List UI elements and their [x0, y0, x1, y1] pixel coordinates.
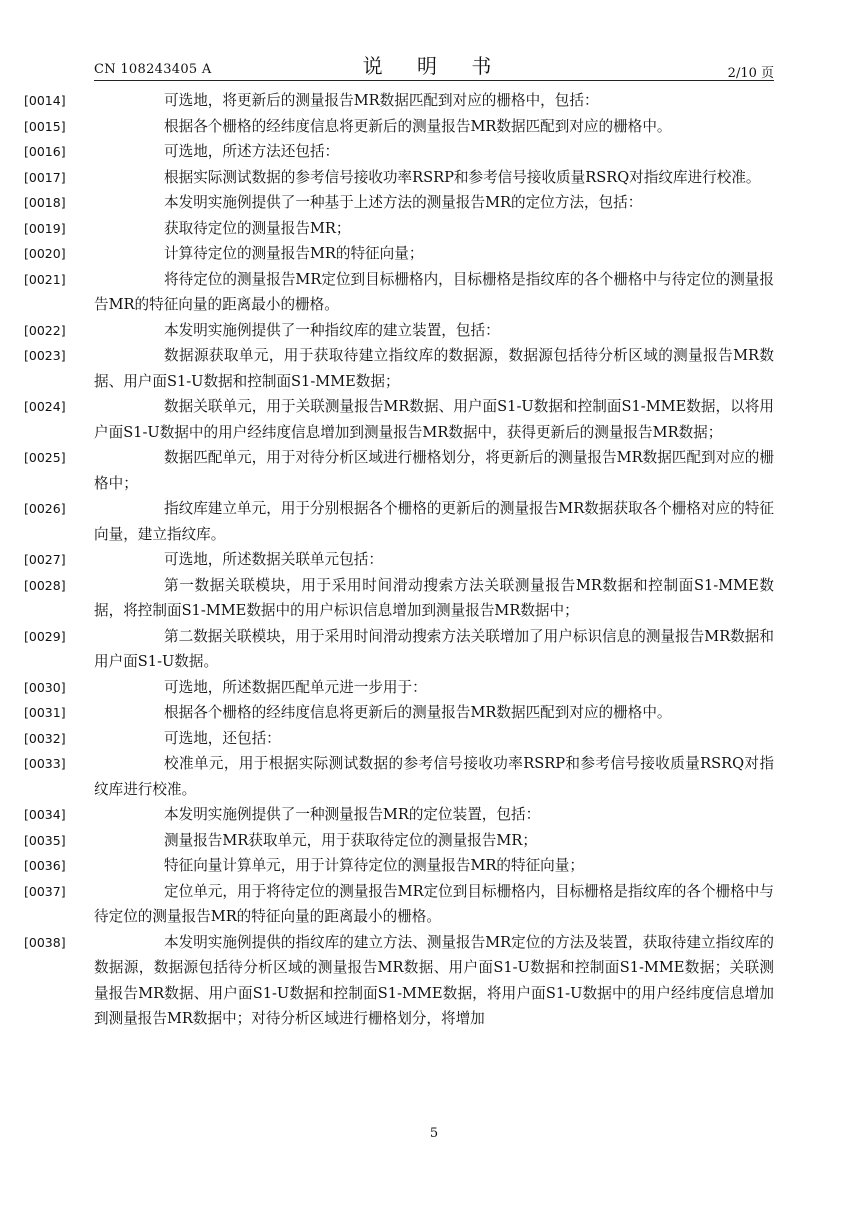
- paragraph-text: 定位单元，用于将待定位的测量报告MR定位到目标栅格内，目标栅格是指纹库的各个栅格中与待定位的测量报告MR的特征向量的距离最小的栅格。: [94, 882, 774, 925]
- paragraph-number: [0036]: [24, 858, 66, 873]
- paragraph-number: [0030]: [24, 679, 66, 695]
- paragraph-number: [0018]: [24, 195, 66, 210]
- paragraph: [24, 700, 774, 726]
- paragraph: [24, 547, 774, 573]
- paragraph: [24, 216, 774, 242]
- paragraph: [24, 394, 774, 445]
- paragraph: [24, 241, 774, 267]
- paragraph-number: [0027]: [24, 552, 66, 567]
- paragraph-text: 可选地，所述数据关联单元包括：: [164, 551, 383, 568]
- paragraph-text: 数据关联单元，用于关联测量报告MR数据、用户面S1-U数据和控制面S1-MME数据，以将用户面S1-U数据中的用户经纬度信息增加到测量报告MR数据中，获得更新后的测量报告MR数据；: [94, 398, 774, 441]
- paragraph-text: 数据源获取单元，用于获取待建立指纹库的数据源，数据源包括待分析区域的测量报告MR数据、用户面S1-U数据和控制面S1-MME数据；: [94, 347, 774, 390]
- paragraph: [24, 930, 774, 1032]
- paragraph: [24, 496, 774, 547]
- paragraph-text: 计算待定位的测量报告MR的特征向量；: [164, 245, 424, 262]
- paragraph-text: 校准单元，用于根据实际测试数据的参考信号接收功率RSRP和参考信号接收质量RSRQ对指纹库进行校准。: [94, 755, 774, 798]
- paragraph-text: 本发明实施例提供了一种测量报告MR的定位装置，包括：: [164, 806, 541, 823]
- paragraph: [24, 624, 774, 675]
- paragraph-number: [0032]: [24, 730, 66, 746]
- paragraph-number: [0015]: [24, 118, 66, 134]
- paragraph: [24, 751, 774, 802]
- paragraph-text: 第二数据关联模块，用于采用时间滑动搜索方法关联增加了用户标识信息的测量报告MR数据和用户面S1-U数据。: [94, 627, 774, 670]
- paragraph: [24, 573, 774, 624]
- paragraph-number: [0014]: [24, 93, 66, 108]
- paragraph: [24, 802, 774, 828]
- paragraph-number: [0038]: [24, 934, 66, 950]
- paragraph-text: 根据各个栅格的经纬度信息将更新后的测量报告MR数据匹配到对应的栅格中。: [164, 117, 672, 135]
- paragraph: [24, 726, 774, 752]
- paragraph: [24, 675, 774, 701]
- paragraph-number: [0019]: [24, 220, 66, 236]
- paragraph-text: 可选地，还包括：: [164, 729, 281, 747]
- paragraph-number: [0034]: [24, 807, 66, 822]
- paragraph: [24, 88, 774, 114]
- paragraph-number: [0020]: [24, 246, 66, 261]
- paragraph-text: 可选地，所述数据匹配单元进一步用于：: [164, 678, 427, 696]
- paragraph: [24, 828, 774, 854]
- paragraph-text: 指纹库建立单元，用于分别根据各个栅格的更新后的测量报告MR数据获取各个栅格对应的特征向量，建立指纹库。: [94, 500, 774, 543]
- document-title: 说 明 书: [362, 54, 506, 78]
- patent-number: CN 108243405 A: [94, 62, 212, 77]
- paragraph-text: 测量报告MR获取单元，用于获取待定位的测量报告MR；: [164, 831, 537, 849]
- paragraph-text: 根据实际测试数据的参考信号接收功率RSRP和参考信号接收质量RSRQ对指纹库进行校准。: [164, 168, 761, 186]
- paragraph-number: [0016]: [24, 144, 66, 159]
- paragraph-text: 本发明实施例提供的指纹库的建立方法、测量报告MR定位的方法及装置，获取待建立指纹库的数据源，数据源包括待分析区域的测量报告MR数据、用户面S1-U数据和控制面S1-MME数据；关联测量报告MR数据、用户面S1-U数据和控制面S1-MME数据，将用户面S1-U数据中的用户经纬度信息增加到测量报告MR数据中；对待分析区域进行栅格划分，将增加: [94, 933, 774, 1027]
- paragraph: [24, 318, 774, 344]
- paragraph: [24, 445, 774, 496]
- paragraph: [24, 139, 774, 165]
- paragraph-number: [0033]: [24, 756, 66, 771]
- paragraph-number: [0029]: [24, 628, 66, 644]
- paragraph-number: [0037]: [24, 883, 66, 899]
- description-body: [24, 88, 774, 1032]
- paragraph-text: 本发明实施例提供了一种指纹库的建立装置，包括：: [164, 321, 500, 339]
- header-rule: [94, 80, 774, 81]
- paragraph: [24, 165, 774, 191]
- page-header: [94, 50, 774, 80]
- paragraph-number: [0023]: [24, 348, 66, 363]
- paragraph-text: 将待定位的测量报告MR定位到目标栅格内，目标栅格是指纹库的各个栅格中与待定位的测量报告MR的特征向量的距离最小的栅格。: [94, 270, 774, 313]
- paragraph-number: [0031]: [24, 705, 66, 720]
- paragraph: [24, 190, 774, 216]
- paragraph-text: 第一数据关联模块，用于采用时间滑动搜索方法关联测量报告MR数据和控制面S1-MME数据，将控制面S1-MME数据中的用户标识信息增加到测量报告MR数据中；: [94, 576, 774, 619]
- paragraph: [24, 853, 774, 879]
- paragraph-text: 数据匹配单元，用于对待分析区域进行栅格划分，将更新后的测量报告MR数据匹配到对应的栅格中；: [94, 449, 774, 492]
- paragraph-number: [0022]: [24, 322, 66, 338]
- paragraph-text: 可选地，所述方法还包括：: [164, 143, 340, 160]
- page-indicator: 2/10 页: [727, 66, 774, 81]
- paragraph: [24, 267, 774, 318]
- paragraph-number: [0021]: [24, 271, 66, 287]
- paragraph-text: 根据各个栅格的经纬度信息将更新后的测量报告MR数据匹配到对应的栅格中。: [164, 704, 672, 721]
- paragraph: [24, 114, 774, 140]
- paragraph-number: [0035]: [24, 832, 66, 848]
- paragraph-text: 获取待定位的测量报告MR；: [164, 219, 351, 237]
- paragraph-number: [0028]: [24, 577, 66, 593]
- paragraph-number: [0025]: [24, 450, 66, 465]
- paragraph-number: [0017]: [24, 169, 66, 185]
- page-number: 5: [429, 1126, 439, 1141]
- paragraph-number: [0024]: [24, 399, 66, 414]
- paragraph: [24, 879, 774, 930]
- paragraph-text: 可选地，将更新后的测量报告MR数据匹配到对应的栅格中，包括：: [164, 92, 599, 109]
- paragraph: [24, 343, 774, 394]
- paragraph-text: 特征向量计算单元，用于计算待定位的测量报告MR的特征向量；: [164, 857, 584, 874]
- paragraph-text: 本发明实施例提供了一种基于上述方法的测量报告MR的定位方法，包括：: [164, 194, 643, 211]
- paragraph-number: [0026]: [24, 501, 66, 516]
